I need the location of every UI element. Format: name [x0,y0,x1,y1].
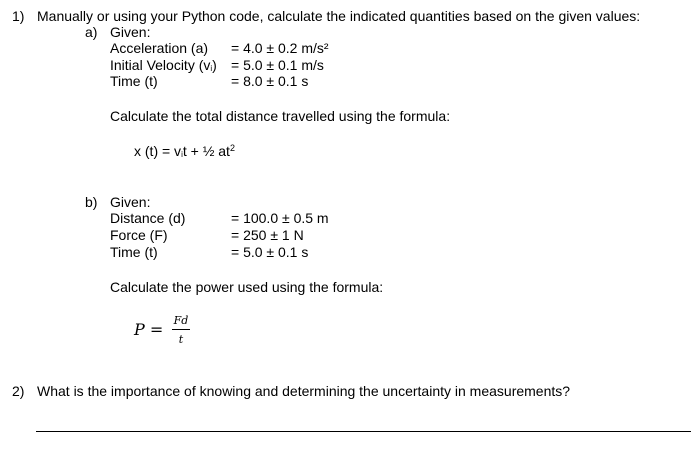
power-formula-lhs: P = [134,320,164,339]
given-time-b-value: = 5.0 ± 0.1 s [231,244,309,260]
given-force-name: Force (F) [110,227,168,243]
given-time-value: = 8.0 ± 0.1 s [231,73,309,89]
given-force-value: = 250 ± 1 N [231,227,304,243]
question-1-number: 1) [12,8,25,24]
power-formula-denominator: t [178,333,184,346]
given-initial-velocity-value: = 5.0 ± 0.1 m/s [231,57,324,73]
given-distance-name: Distance (d) [110,210,186,226]
question-2-number: 2) [12,383,25,399]
power-formula-numerator: Fd [173,314,189,327]
given-time-name: Time (t) [110,73,158,89]
part-a-given: Given: [110,24,151,40]
given-acceleration-value: = 4.0 ± 0.2 m/s² [231,40,329,56]
distance-formula: x $(t) = v_it$ + ½ $at^2$ [134,143,235,159]
given-initial-velocity-name: Initial Velocity $(v_i)$ [110,57,217,73]
answer-line[interactable] [36,431,691,432]
given-time-b-name: Time (t) [110,244,158,260]
part-a-label: a) [85,24,98,40]
power-formula-fraction [172,314,190,346]
part-b-given: Given: [110,194,151,210]
given-acceleration-name: Acceleration (a) [110,40,209,56]
given-distance-value: = 100.0 ± 0.5 m [231,210,329,226]
question-1-prompt: Manually or using your Python code, calculate the indicated quantities based on the given values: [37,8,641,24]
question-2-prompt: What is the importance of knowing and determining the uncertainty in measurements? [37,383,571,399]
fraction-bar [172,329,190,330]
part-a-instruction: Calculate the total distance travelled using the formula: [110,108,451,124]
part-b-instruction: Calculate the power used using the formula: [110,279,384,295]
part-b-label: b) [85,194,98,210]
